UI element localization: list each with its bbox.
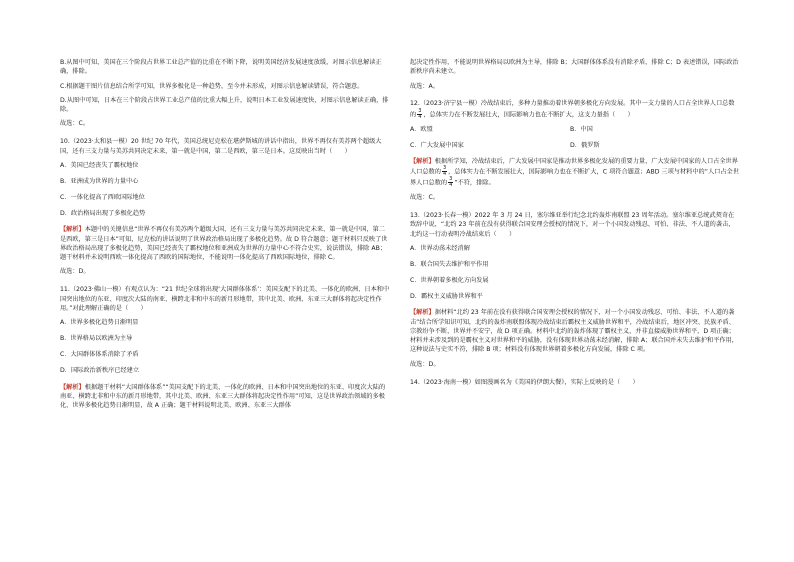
option-d-analysis: D.从图中可知，日本在三个阶段占世界工业总产值的比重大幅上升，说明日本工业发展速度快，对图示信息解读正确，排除。	[60, 96, 389, 114]
fraction-denominator: 4	[418, 113, 422, 120]
question-12-stem	[410, 99, 740, 119]
question-11-analysis-continued: 起决定性作用，不能说明世界格局以欧洲为主导，排除 B；大国群体体系没有消除矛盾，排除 C；D 表述错误，国际政治新秩序尚未建立。	[410, 59, 739, 76]
question-10-option-a: A．美国已经丧失了霸权地位	[60, 161, 139, 169]
analysis-text: 本题中的关键信息“世界不再仅有美苏两个超级大国，还有三支力量与美苏共同决定未来，第一就是中国，第二是西欧，第三是日本”可知，尼克松的讲话说明了世界政治格局出现了多极化趋势。故 D 符合题意；题干材料只反映了世界政治格局出现了多极化趋势，美国已经丧失了霸权地位和亚洲成为世界的力量中心不符合史实，说法错误，排除 AB；题干材料并未说明西欧一体化提高了西欧的国际地位，不能说明一体化提高了西欧国际地位，排除 C。	[60, 226, 388, 262]
fraction-denominator: 4	[442, 171, 447, 178]
fraction	[448, 177, 453, 188]
question-10-option-c: C．一体化提高了西欧国际地位	[60, 194, 145, 202]
answer-line: 故选：A。	[410, 82, 439, 90]
question-10-stem: 10.（2023·太和县一模）20 世纪 70 年代，美国总统尼克松在堪萨斯城的讲话中指出，世界不再仅有美苏两个超级大国，还有三支力量与美苏共同决定未来，第一就是中国，第二是西欧，第三是日本。这反映出当时（ ）	[60, 138, 382, 155]
answer-line: 故选：D。	[60, 268, 90, 276]
right-column	[410, 58, 740, 392]
option-b-analysis: B.从图中可知，美国在三个阶段占世界工业总产值的比重在不断下降，说明美国经济发展速度放缓，对图示信息解读正确，排除。	[60, 59, 382, 76]
question-13-analysis	[410, 308, 740, 354]
question-11-option-a: A．世界多极化趋势日渐明显	[60, 319, 139, 327]
analysis-tag: 【解析】	[60, 226, 85, 234]
question-11-option-b: B．世界格局以欧洲为主导	[60, 335, 133, 343]
question-14-stem: 14.（2023·海南一模）如图漫画名为《美国的伊朗大餐》，实际上反映的是（ ）	[410, 378, 639, 386]
question-12-options-row-2	[410, 141, 740, 150]
stem-text: ，总体实力在不断发展壮大，国际影响力也在不断扩大，这支力量指（ ）	[423, 111, 634, 119]
analysis-text: ”不符，排除。	[454, 179, 495, 187]
answer-line: 故选：C。	[410, 194, 440, 202]
fraction	[442, 166, 447, 177]
question-13-stem: 13.（2023·长春一模）2022 年 3 月 24 日，塞尔维亚举行纪念北约轰炸南联盟 23 周年活动。塞尔维亚总统武契奇在致辞中说，“北约 23 年前在没有获得联合国安理会授权的情况下，对一个小国发动残忍、可怕、非法、不人道的袭击，北约这一行动表明冷战结束后（ ）	[410, 211, 735, 238]
fraction-numerator: 3	[449, 176, 453, 183]
fraction-numerator: 3	[418, 107, 422, 114]
question-11-option-c: C．大国群体体系消除了矛盾	[60, 351, 139, 359]
question-12-options-row-1	[410, 125, 740, 134]
analysis-tag: 【解析】	[410, 157, 435, 165]
question-11-stem: 11.（2023·佛山一模）有观点认为：“21 世纪全球将出现‘大国群体体系’：美国支配下的北美、一体化的欧洲、日本和中国突出地位的东亚、印度次大陆的南亚、横跨北非和中东的新月形地带，其中北美、欧洲、东亚三大群体将起决定性作用。”对此理解正确的是（ ）	[60, 286, 390, 312]
question-13-option-c: C．世界朝着多极化方向发展	[410, 277, 489, 285]
question-10-option-b: B．亚洲成为世界的力量中心	[60, 177, 139, 185]
question-12-option-a: A．欧盟	[410, 125, 433, 133]
question-13-option-a: A．世界动荡未经消解	[410, 244, 470, 252]
question-12-option-b: B．中国	[570, 125, 593, 133]
analysis-text: ，总体实力在不断发展壮大，国际影响力也在不断扩大，C 项符合题意；ABD 三项与材料中的“人口占全世界人口总数的	[410, 168, 739, 187]
analysis-tag: 【解析】	[410, 309, 435, 317]
question-12-analysis	[410, 157, 740, 188]
analysis-text: 根据所学知，冷战结束后，广大发展中国家是推动世界多极化发展的重要力量，广大发展中国家的人口占全世界人口总数的	[410, 157, 738, 176]
stem-text: 12.（2023·济宁县一模）冷战结束后，多种力量推动着世界朝多极化方向发展。其中一支力量的人口占全世界人口总数的	[410, 100, 735, 119]
question-13-option-b: B．联合国失去维护和平作用	[410, 260, 489, 268]
answer-line: 故选：D。	[410, 360, 440, 368]
question-13-option-d: D．霸权主义威胁世界和平	[410, 293, 483, 301]
left-column	[60, 58, 390, 415]
option-c-analysis: C.根据题干图片信息结合所学可知，世界多极化是一种趋势，至今并未形成，对图示信息解读错误，符合题意。	[60, 82, 364, 90]
question-12-option-d: D．俄罗斯	[570, 141, 600, 149]
answer-line: 故选：C。	[60, 120, 90, 128]
fraction-numerator: 3	[442, 165, 447, 172]
question-12-option-c: C．广大发展中国家	[410, 141, 464, 149]
question-11-option-d: D．国际政治新秩序已经建立	[60, 367, 140, 375]
analysis-tag: 【解析】	[60, 383, 85, 391]
analysis-text: 根据题干材料“大国群体体系”“美国支配下的北美、一体化的欧洲、日本和中国突出地位的东亚、印度次大陆的南亚、横跨北非和中东的新月形地带，其中北美、欧洲、东亚三大群体将起决定性作用”可知，这是世界政治领域的多极化，世界多极化趋势日渐明显，故 A 正确；题干材料说明北美、欧洲、东亚三大群体	[60, 383, 386, 410]
question-10-option-d: D．政治格局出现了多极化趋势	[60, 210, 146, 218]
fraction-denominator: 4	[449, 182, 453, 189]
question-11-analysis	[60, 383, 390, 411]
fraction	[417, 109, 422, 120]
analysis-text: 据材料“北约 23 年前在没有获得联合国安理会授权的情况下，对一个小国发动残忍、可怕、非法、不人道的袭击”结合所学知识可知，北约的轰炸南联盟体现冷战结束后霸权主义威胁世界和平，冷战结束后，地区冲突、民族矛盾、宗教纷争不断，世界并不安宁，故 D 项正确。材料中北约的轰炸体现了霸权主义，并非直接威胁世界和平，D 项正确；材料并未涉及到的是霸权主义对世界和平的威胁，没有体现世界动荡未经消解，排除 A；联合国并未失去维护和平作用，这种说法与史实不符，排除 B 项；材料没有体现世界朝着多极化方向发展，排除 C 项。	[410, 309, 738, 354]
question-10-analysis	[60, 225, 390, 262]
